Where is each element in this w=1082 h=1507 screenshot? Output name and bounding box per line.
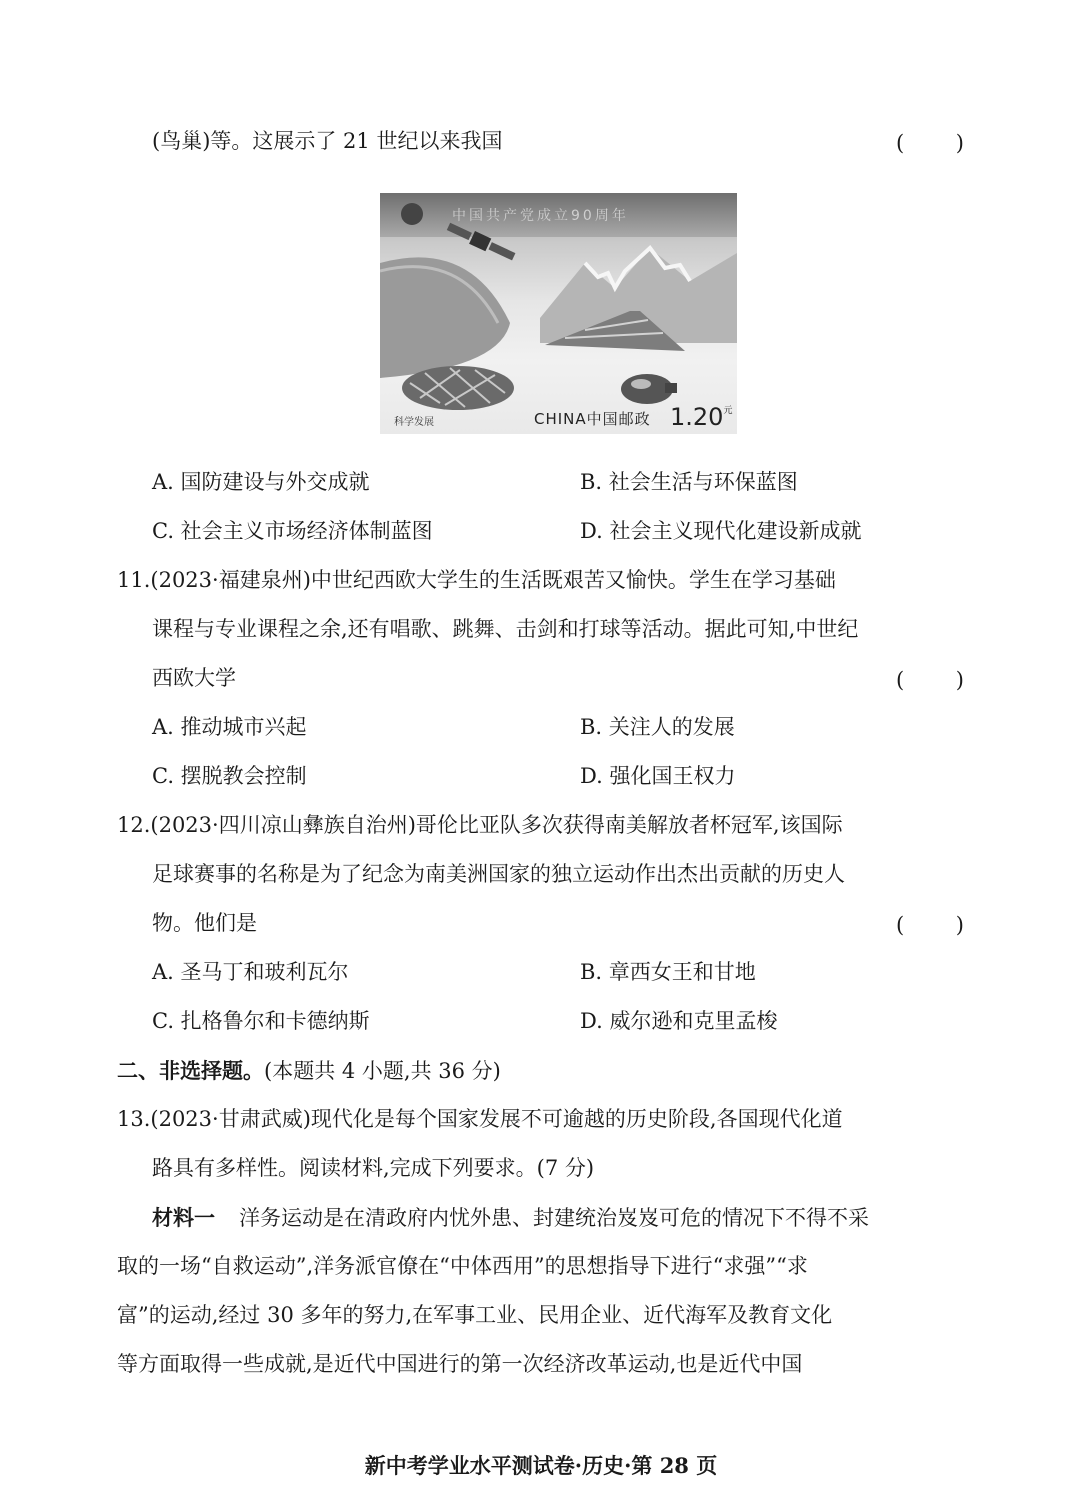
q11-option-a: A. 推动城市兴起 [152,715,307,739]
bracket-left: ( [896,913,905,937]
stamp-price-unit: 元 [723,406,733,416]
q13-material-line1 [152,1207,869,1229]
stamp-illustration [380,193,737,434]
q11-answer-bracket [896,668,964,692]
bracket-left: ( [896,131,905,155]
stamp-price [670,403,732,431]
stamp-postal-mark: CHINA中国邮政 [534,410,651,428]
material-text-1: 洋务运动是在清政府内忧外患、封建统治岌岌可危的情况下不得不采 [239,1206,869,1230]
q13-material-line3: 富”的运动,经过 30 多年的努力,在军事工业、民用企业、近代海军及教育文化 [117,1303,833,1327]
bracket-left: ( [896,668,905,692]
stamp-caption: 科学发展 [394,417,434,428]
section-heading [117,1060,501,1082]
q10-option-b: B. 社会生活与环保蓝图 [580,470,798,494]
q11-option-b: B. 关注人的发展 [580,715,735,739]
page-footer: 新中考学业水平测试卷·历史·第 28 页 [364,1453,718,1478]
bracket-right: ) [955,131,964,155]
bracket-right: ) [955,913,964,937]
bracket-right: ) [955,668,964,692]
section-note: (本题共 4 小题,共 36 分) [264,1059,501,1083]
q10-option-c: C. 社会主义市场经济体制蓝图 [152,519,433,543]
q13-material-line4: 等方面取得一些成就,是近代中国进行的第一次经济改革运动,也是近代中国 [117,1352,803,1376]
q12-stem-line1: 12.(2023·四川凉山彝族自治州)哥伦比亚队多次获得南美解放者杯冠军,该国际 [117,813,843,837]
section-title: 二、非选择题。 [117,1058,264,1083]
q11-stem-line1: 11.(2023·福建泉州)中世纪西欧大学生的生活既艰苦又愉快。学生在学习基础 [117,568,836,592]
q12-option-c: C. 扎格鲁尔和卡德纳斯 [152,1009,370,1033]
q10-option-a: A. 国防建设与外交成就 [152,470,370,494]
q11-stem-line3: 西欧大学 [152,666,236,690]
q12-answer-bracket [896,913,964,937]
q12-option-d: D. 威尔逊和克里孟梭 [580,1009,778,1033]
q11-stem-line2: 课程与专业课程之余,还有唱歌、跳舞、击剑和打球等活动。据此可知,中世纪 [152,617,859,641]
q12-option-a: A. 圣马丁和玻利瓦尔 [152,960,349,984]
q10-option-d: D. 社会主义现代化建设新成就 [580,519,862,543]
q11-option-c: C. 摆脱教会控制 [152,764,307,788]
q13-material-line2: 取的一场“自救运动”,洋务派官僚在“中体西用”的思想指导下进行“求强”“求 [117,1254,808,1278]
stamp-band-text: 中国共产党成立90周年 [452,208,629,224]
q13-stem-line1: 13.(2023·甘肃武威)现代化是每个国家发展不可逾越的历史阶段,各国现代化道 [117,1107,843,1131]
q10-stem-tail: (鸟巢)等。这展示了 21 世纪以来我国 [152,129,503,153]
q11-option-d: D. 强化国王权力 [580,764,736,788]
q12-stem-line2: 足球赛事的名称是为了纪念为南美洲国家的独立运动作出杰出贡献的历史人 [152,862,845,886]
material-label: 材料一 [152,1205,215,1230]
q10-answer-bracket [896,131,964,155]
q12-option-b: B. 章西女王和甘地 [580,960,756,984]
stamp-price-value: 1.20 [670,403,724,431]
q12-stem-line3: 物。他们是 [152,911,257,935]
stamp-image [380,193,737,434]
q13-stem-line2: 路具有多样性。阅读材料,完成下列要求。(7 分) [152,1156,595,1180]
